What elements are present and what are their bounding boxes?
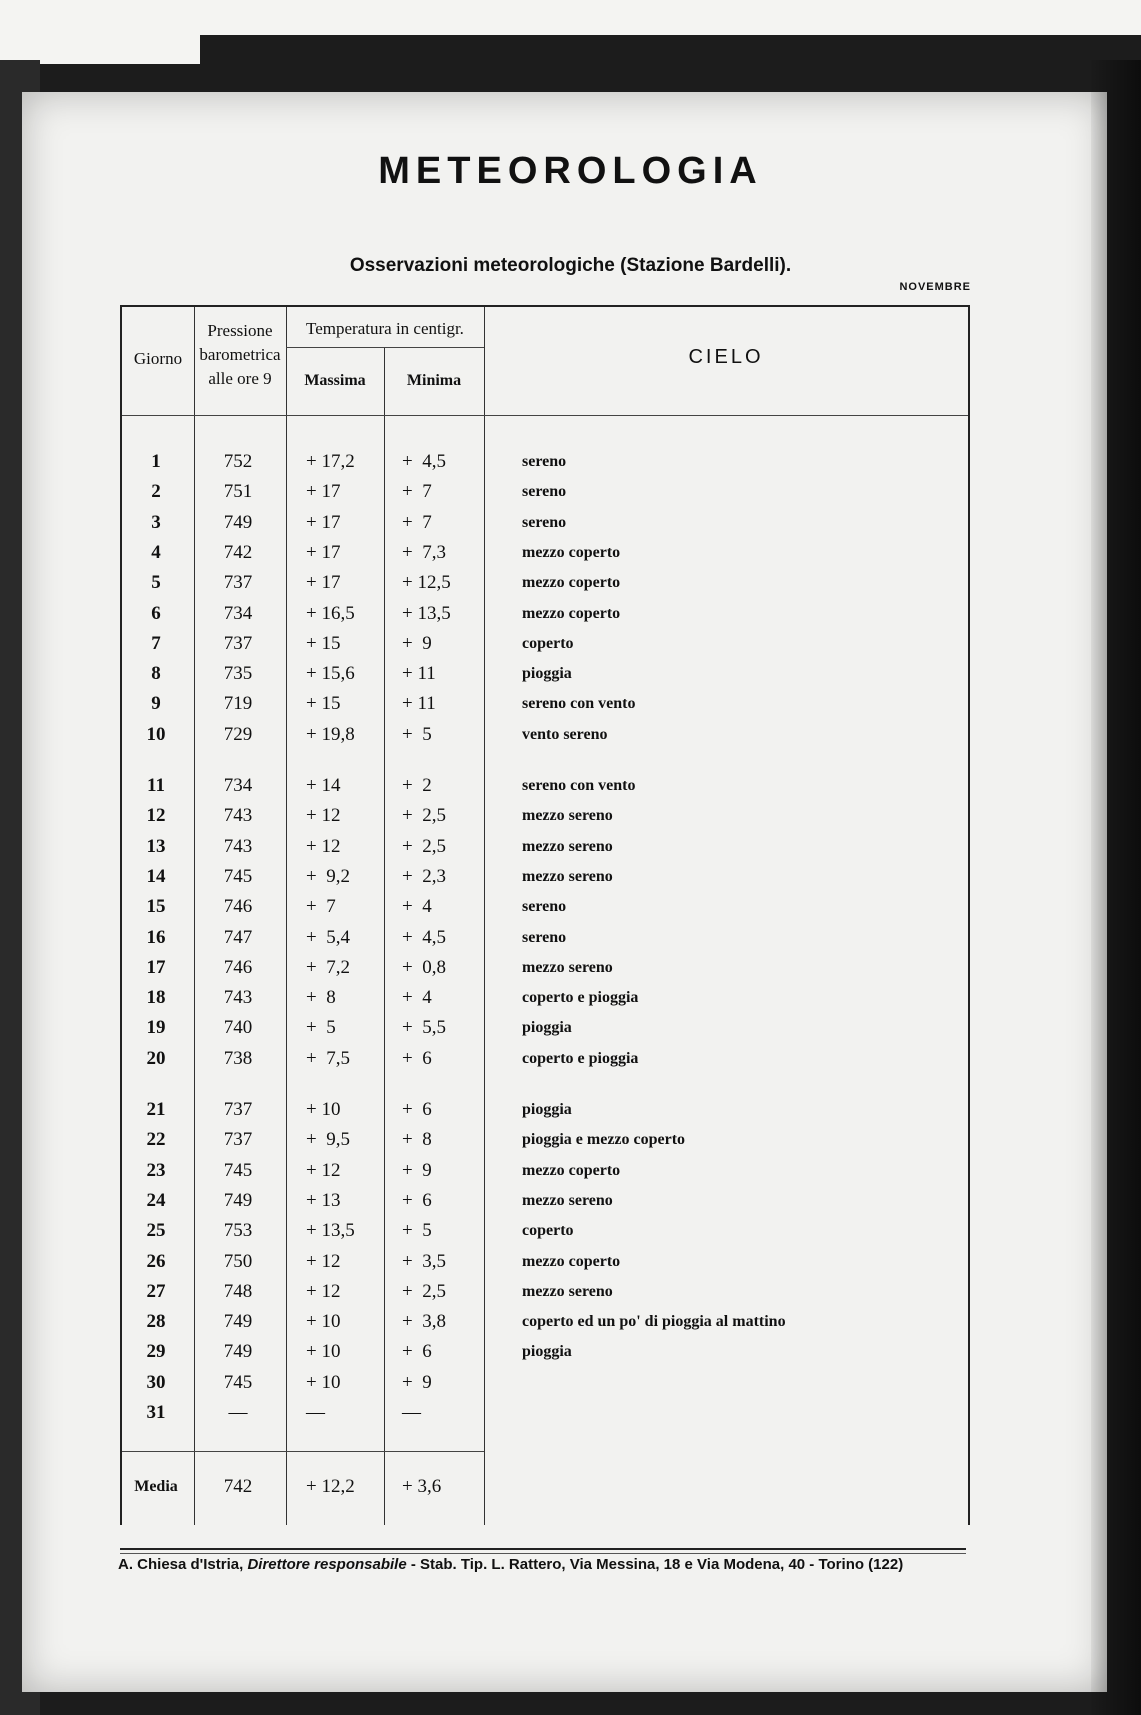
table-row	[120, 599, 966, 629]
sky-cell: sereno	[522, 513, 567, 531]
min-temp-cell: + 4,5	[402, 451, 446, 472]
pressure-cell: 746	[223, 896, 253, 918]
day-cell: 1	[151, 451, 161, 472]
day-cell: 19	[146, 1017, 166, 1039]
table-row	[120, 953, 966, 983]
day-cell: 31	[146, 1402, 166, 1423]
table-row	[120, 1044, 966, 1074]
day-cell: 28	[146, 1311, 166, 1333]
max-temp-cell: + 17	[306, 481, 341, 503]
pressure-cell: 749	[223, 1189, 253, 1211]
sky-cell: pioggia	[522, 1101, 572, 1118]
header-pressure-1: Pressione	[207, 321, 273, 340]
min-temp-cell: —	[402, 1402, 421, 1423]
header-pressure-3: alle ore 9	[208, 369, 272, 388]
table-row	[120, 1216, 966, 1246]
day-cell: 13	[146, 835, 166, 857]
header-max: Massima	[304, 372, 366, 389]
max-temp-cell: + 5	[306, 1017, 336, 1039]
max-temp-cell: + 10	[306, 1341, 341, 1363]
pressure-cell: —	[228, 1402, 248, 1423]
day-cell: 20	[146, 1047, 166, 1069]
month-label: NOVEMBRE	[899, 281, 971, 293]
max-temp-cell: + 9,2	[306, 865, 350, 887]
day-cell: 21	[146, 1099, 166, 1120]
min-temp-cell: + 9	[402, 632, 432, 654]
table-row	[120, 568, 966, 598]
min-temp-cell: + 7	[402, 511, 432, 533]
header-divider	[286, 347, 484, 348]
pressure-cell: 749	[223, 1341, 253, 1363]
table-row	[120, 832, 966, 862]
day-cell: 24	[146, 1189, 166, 1211]
mean-min: + 3,6	[402, 1476, 442, 1497]
min-temp-cell: + 4	[402, 987, 432, 1009]
max-temp-cell: + 10	[306, 1099, 341, 1120]
pressure-cell: 752	[223, 451, 253, 472]
day-cell: 22	[146, 1129, 166, 1151]
sky-cell: mezzo coperto	[522, 543, 621, 561]
sky-cell: sereno	[522, 898, 567, 916]
table-row	[120, 1307, 966, 1337]
table-row	[120, 1013, 966, 1043]
min-temp-cell: + 2,5	[402, 805, 446, 827]
imprint-name: A. Chiesa d'Istria,	[118, 1556, 244, 1573]
day-cell: 4	[151, 541, 161, 563]
day-cell: 30	[146, 1371, 166, 1393]
max-temp-cell: + 9,5	[306, 1129, 350, 1151]
sky-cell: mezzo sereno	[522, 867, 613, 885]
table-row	[120, 771, 966, 801]
max-temp-cell: + 13,5	[306, 1220, 355, 1242]
table-row	[120, 1186, 966, 1216]
sky-cell: mezzo sereno	[522, 958, 613, 976]
max-temp-cell: + 7,5	[306, 1047, 350, 1069]
pressure-cell: 738	[223, 1047, 253, 1069]
pressure-cell: 749	[223, 1311, 253, 1333]
imprint	[118, 1556, 968, 1573]
table-row	[120, 862, 966, 892]
min-temp-cell: + 2,3	[402, 865, 446, 887]
max-temp-cell: + 17	[306, 572, 341, 594]
table-row	[120, 659, 966, 689]
day-cell: 26	[146, 1250, 166, 1272]
pressure-cell: 729	[223, 723, 253, 745]
header-temperature: Temperatura in centigr.	[306, 319, 464, 338]
day-cell: 23	[146, 1159, 166, 1181]
day-cell: 27	[146, 1280, 166, 1302]
pressure-cell: 743	[223, 835, 253, 857]
pressure-cell: 737	[223, 1099, 253, 1120]
pressure-cell: 740	[223, 1017, 253, 1039]
sky-cell: sereno	[522, 928, 567, 946]
table-row	[120, 1247, 966, 1277]
table-row	[120, 1398, 966, 1428]
table-row	[120, 629, 966, 659]
max-temp-cell: + 14	[306, 775, 341, 796]
sky-cell: pioggia	[522, 1019, 572, 1037]
table-row	[120, 1337, 966, 1367]
mean-max: + 12,2	[306, 1476, 355, 1497]
day-cell: 3	[151, 511, 161, 533]
day-cell: 25	[146, 1220, 166, 1242]
min-temp-cell: + 2	[402, 775, 432, 796]
pressure-cell: 737	[223, 632, 253, 654]
day-cell: 5	[151, 572, 161, 594]
sky-cell: vento sereno	[522, 725, 608, 743]
table-row	[120, 1368, 966, 1398]
sky-cell: mezzo coperto	[522, 1252, 621, 1270]
day-cell: 12	[146, 805, 166, 827]
table-row	[120, 983, 966, 1013]
min-temp-cell: + 0,8	[402, 956, 446, 978]
max-temp-cell: + 12	[306, 1250, 341, 1272]
footer-rule-thin	[120, 1553, 966, 1554]
pressure-cell: 745	[223, 865, 253, 887]
pressure-cell: 737	[223, 1129, 253, 1151]
min-temp-cell: + 9	[402, 1371, 432, 1393]
min-temp-cell: + 6	[402, 1047, 432, 1069]
sky-cell: mezzo coperto	[522, 574, 621, 592]
sky-cell: mezzo coperto	[522, 604, 621, 622]
day-cell: 7	[151, 632, 161, 654]
day-cell: 2	[151, 481, 161, 503]
pressure-cell: 743	[223, 987, 253, 1009]
sky-cell: sereno con vento	[522, 695, 636, 713]
min-temp-cell: + 7	[402, 481, 432, 503]
max-temp-cell: + 13	[306, 1189, 341, 1211]
sky-cell: mezzo sereno	[522, 1191, 613, 1209]
table-row	[120, 1156, 966, 1186]
table-row	[120, 1125, 966, 1155]
sky-cell: sereno	[522, 453, 567, 470]
pressure-cell: 751	[223, 481, 253, 503]
max-temp-cell: + 16,5	[306, 602, 355, 624]
mean-divider	[122, 1451, 484, 1452]
min-temp-cell: + 13,5	[402, 602, 451, 624]
footer-rule	[120, 1548, 966, 1550]
max-temp-cell: + 7	[306, 896, 336, 918]
min-temp-cell: + 6	[402, 1099, 432, 1120]
day-cell: 9	[151, 693, 161, 715]
pressure-cell: 745	[223, 1371, 253, 1393]
min-temp-cell: + 5	[402, 723, 432, 745]
min-temp-cell: + 6	[402, 1341, 432, 1363]
day-cell: 8	[151, 663, 161, 685]
max-temp-cell: + 17	[306, 511, 341, 533]
day-cell: 6	[151, 602, 161, 624]
max-temp-cell: + 12	[306, 1159, 341, 1181]
max-temp-cell: + 10	[306, 1371, 341, 1393]
sky-cell: coperto	[522, 634, 574, 652]
sky-cell: coperto e pioggia	[522, 1049, 639, 1067]
header-sky: CIELO	[688, 346, 764, 368]
day-cell: 16	[146, 926, 166, 948]
sky-cell: coperto	[522, 1222, 574, 1240]
page-subtitle: Osservazioni meteorologiche (Stazione Bardelli).	[349, 255, 792, 276]
sky-cell: pioggia	[522, 1343, 572, 1361]
max-temp-cell: + 7,2	[306, 956, 350, 978]
imprint-role: Direttore responsabile	[247, 1556, 407, 1573]
sky-cell: mezzo coperto	[522, 1161, 621, 1179]
table-row	[120, 538, 966, 568]
max-temp-cell: —	[306, 1402, 325, 1423]
table-row	[120, 477, 966, 507]
max-temp-cell: + 5,4	[306, 926, 350, 948]
min-temp-cell: + 4,5	[402, 926, 446, 948]
scan-right-shadow	[1091, 60, 1141, 1715]
pressure-cell: 747	[223, 926, 253, 948]
max-temp-cell: + 12	[306, 1280, 341, 1302]
day-cell: 18	[146, 987, 166, 1009]
table-row	[120, 892, 966, 922]
min-temp-cell: + 9	[402, 1159, 432, 1181]
day-cell: 29	[146, 1341, 166, 1363]
max-temp-cell: + 17	[306, 541, 341, 563]
header-pressure-2: barometrica	[199, 345, 281, 364]
max-temp-cell: + 8	[306, 987, 336, 1009]
sky-cell: mezzo sereno	[522, 807, 613, 825]
day-cell: 17	[146, 956, 166, 978]
sky-cell: sereno	[522, 483, 567, 501]
max-temp-cell: + 10	[306, 1311, 341, 1333]
min-temp-cell: + 8	[402, 1129, 432, 1151]
table-row	[120, 1277, 966, 1307]
header-bottom-rule	[122, 415, 968, 416]
min-temp-cell: + 12,5	[402, 572, 451, 594]
mean-pressure: 742	[223, 1476, 253, 1497]
pressure-cell: 737	[223, 572, 253, 594]
pressure-cell: 753	[223, 1220, 253, 1242]
max-temp-cell: + 17,2	[306, 451, 355, 472]
pressure-cell: 746	[223, 956, 253, 978]
table-row	[120, 1095, 966, 1125]
sky-cell: coperto ed un po' di pioggia al mattino	[522, 1313, 786, 1331]
min-temp-cell: + 3,8	[402, 1311, 446, 1333]
min-temp-cell: + 5	[402, 1220, 432, 1242]
max-temp-cell: + 12	[306, 835, 341, 857]
min-temp-cell: + 7,3	[402, 541, 446, 563]
max-temp-cell: + 19,8	[306, 723, 355, 745]
max-temp-cell: + 15,6	[306, 663, 355, 685]
sky-cell: pioggia	[522, 665, 572, 683]
max-temp-cell: + 15	[306, 693, 341, 715]
pressure-cell: 735	[223, 663, 253, 685]
pressure-cell: 743	[223, 805, 253, 827]
page-title: METEOROLOGIA	[378, 150, 763, 192]
table-row	[120, 447, 966, 477]
mean-label: Media	[134, 1478, 178, 1495]
pressure-cell: 734	[223, 602, 253, 624]
pressure-cell: 719	[223, 693, 253, 715]
min-temp-cell: + 2,5	[402, 835, 446, 857]
pressure-cell: 748	[223, 1280, 253, 1302]
min-temp-cell: + 11	[402, 663, 436, 685]
min-temp-cell: + 5,5	[402, 1017, 446, 1039]
min-temp-cell: + 4	[402, 896, 432, 918]
max-temp-cell: + 15	[306, 632, 341, 654]
table-row	[120, 801, 966, 831]
min-temp-cell: + 11	[402, 693, 436, 715]
scan-top-left-margin	[0, 0, 200, 64]
sky-cell: pioggia e mezzo coperto	[522, 1131, 686, 1149]
sky-cell: mezzo sereno	[522, 1282, 613, 1300]
pressure-cell: 745	[223, 1159, 253, 1181]
pressure-cell: 750	[223, 1250, 253, 1272]
day-cell: 10	[146, 723, 166, 745]
table-row	[120, 923, 966, 953]
min-temp-cell: + 2,5	[402, 1280, 446, 1302]
table-row	[120, 689, 966, 719]
pressure-cell: 749	[223, 511, 253, 533]
pressure-cell: 742	[223, 541, 253, 563]
day-cell: 15	[146, 896, 166, 918]
table-row	[120, 508, 966, 538]
sky-cell: sereno con vento	[522, 777, 636, 794]
sky-cell: mezzo sereno	[522, 837, 613, 855]
sky-cell: coperto e pioggia	[522, 989, 639, 1007]
day-cell: 11	[147, 775, 165, 796]
min-temp-cell: + 3,5	[402, 1250, 446, 1272]
imprint-printer: - Stab. Tip. L. Rattero, Via Messina, 18 e Via Modena, 40 - Torino (122)	[410, 1556, 904, 1573]
pressure-cell: 734	[223, 775, 253, 796]
table-row	[120, 720, 966, 750]
mean-row	[120, 1472, 966, 1506]
min-temp-cell: + 6	[402, 1189, 432, 1211]
max-temp-cell: + 12	[306, 805, 341, 827]
day-cell: 14	[146, 865, 166, 887]
header-min: Minima	[406, 372, 462, 389]
header-day: Giorno	[133, 349, 183, 368]
